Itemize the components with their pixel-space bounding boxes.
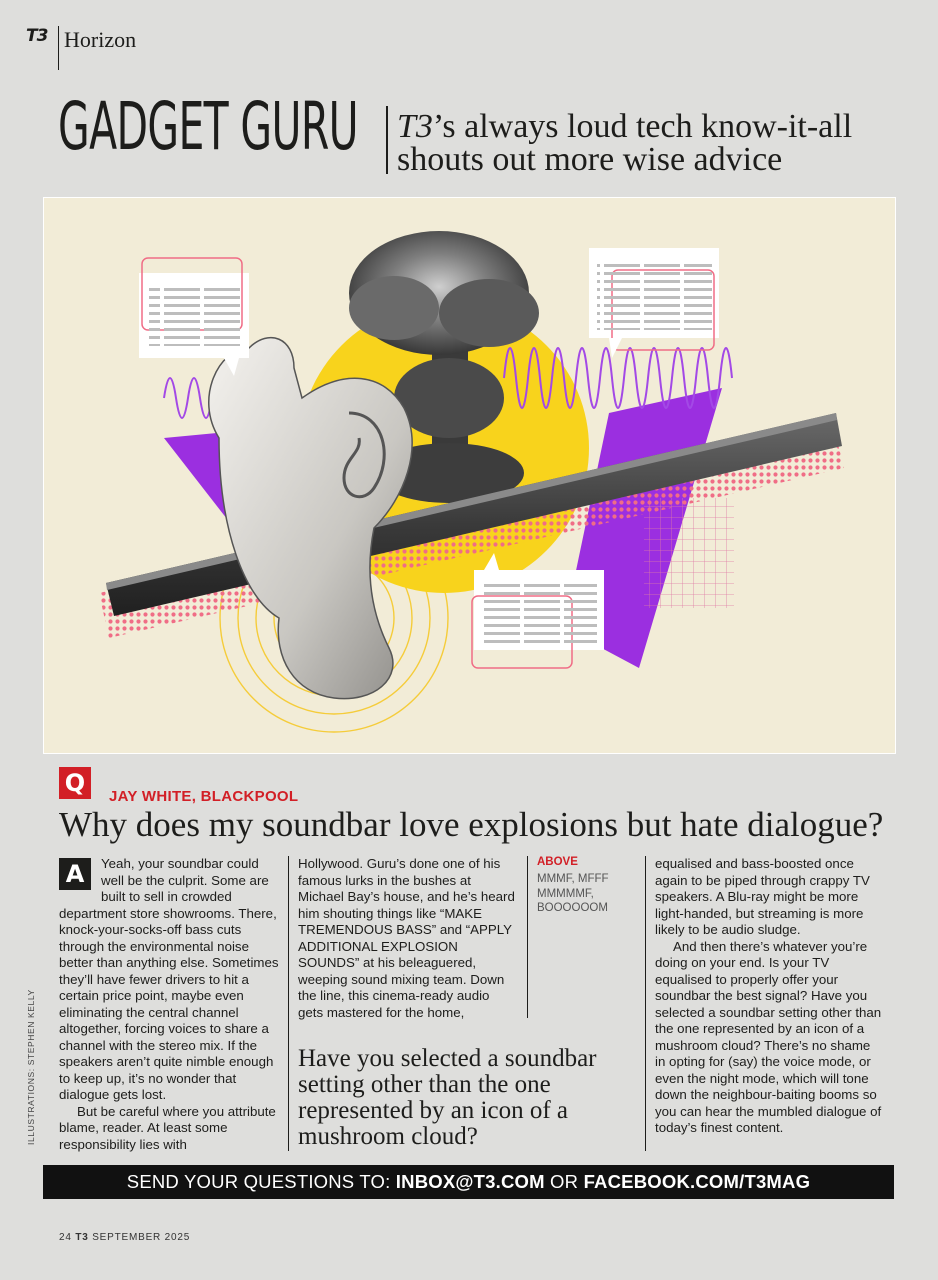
grid-pattern: [644, 498, 734, 608]
question-badge: Q: [59, 767, 91, 799]
page-number: 24: [59, 1232, 72, 1243]
column-rule: [527, 856, 528, 1018]
asker-name: JAY WHITE, BLACKPOOL: [109, 788, 299, 805]
standfirst-line-1: ’s always loud tech know-it-all: [432, 108, 853, 145]
footer-brand: T3: [75, 1232, 89, 1243]
hand-and-ear: [209, 338, 412, 699]
illustration-credit: ILLUSTRATIONS: STEPHEN KELLY: [26, 989, 36, 1145]
standfirst: [397, 110, 852, 176]
answer-column-1: [59, 856, 279, 1153]
collage-art: [44, 198, 895, 753]
brand-logo: T3: [26, 26, 48, 46]
answer-paragraph-4: equalised and bass-boosted once again to be piped through crappy TV speakers. A Blu-ray might be more light-handed, but streaming is more likely to be audio sludge.: [655, 856, 870, 937]
standfirst-line-2: shouts out more wise advice: [397, 141, 783, 178]
page-title: GADGET GURU: [58, 88, 359, 165]
column-rule: [288, 856, 289, 1151]
question-headline: Why does my soundbar love explosions but hate dialogue?: [59, 805, 884, 844]
facebook-link[interactable]: FACEBOOK.COM/T3MAG: [583, 1171, 811, 1192]
caption-text: MMMF, MFFF MMMMMF, BOOOOOOM: [537, 873, 609, 914]
answer-paragraph-3: Hollywood. Guru’s done one of his famous lurks in the bushes at Michael Bay’s house, and he’s heard him shouting things like “MAKE TREMENDOUS BASS” and “APPLY ADDITIONAL EXPLOSION SOUNDS” at his beleaguered, weeping sound mixing team. Down the line, this cinema-ready audio gets mastered for the home,: [298, 856, 515, 1020]
email-link[interactable]: INBOX@T3.COM: [395, 1171, 545, 1192]
standfirst-magazine: T3: [397, 108, 433, 145]
answer-paragraph-2: But be careful where you attribute blame, reader. At least some responsibility lies with: [59, 1103, 276, 1152]
title-divider: [386, 106, 388, 174]
hero-illustration: [43, 197, 896, 754]
caption-label: ABOVE: [537, 856, 578, 868]
banner-prefix: SEND YOUR QUESTIONS TO:: [126, 1171, 396, 1192]
answer-column-4: [655, 856, 883, 1137]
speech-bubble-right: [589, 248, 719, 358]
answer-paragraph-5: And then there’s whatever you’re doing on your end. Is your TV equalised to properly offer your soundbar the best signal? Have you selected a soundbar setting other than the one represented by an icon of a mushroom cloud? There’s no shame in opting for (say) the voice mode, or even the night mode, which will tone down the neighbour-baiting booms so you can hear the mumbled dialogue of today’s finest content.: [655, 938, 882, 1135]
page-footer: [59, 1232, 190, 1243]
pull-quote: Have you selected a soundbar setting other than the one represented by an icon of a mushroom cloud?: [298, 1045, 597, 1150]
speech-bubble-left: [139, 258, 249, 376]
answer-paragraph-1: Yeah, your soundbar could well be the culprit. Some are built to sell in crowded department store showrooms. There, knock-your-socks-off bass cuts through the environmental noise better than anything else. Sometimes they’ll have fewer drivers to hit a certain price point, maybe even eliminating the central channel altogether, forcing voices to share a channel with the stereo mix. If the speakers aren’t quite nimble enough to keep up, it’s no wonder that dialogue gets lost.: [59, 856, 279, 1102]
issue-date: SEPTEMBER 2025: [92, 1232, 191, 1243]
column-rule: [645, 856, 646, 1151]
brand-divider: [58, 26, 59, 70]
section-label: Horizon: [64, 27, 137, 52]
contact-banner: [43, 1165, 894, 1199]
speech-bubble-bottom: [472, 553, 604, 668]
answer-column-2: [298, 856, 516, 1021]
banner-middle: OR: [544, 1171, 584, 1192]
answer-badge: A: [59, 858, 91, 890]
